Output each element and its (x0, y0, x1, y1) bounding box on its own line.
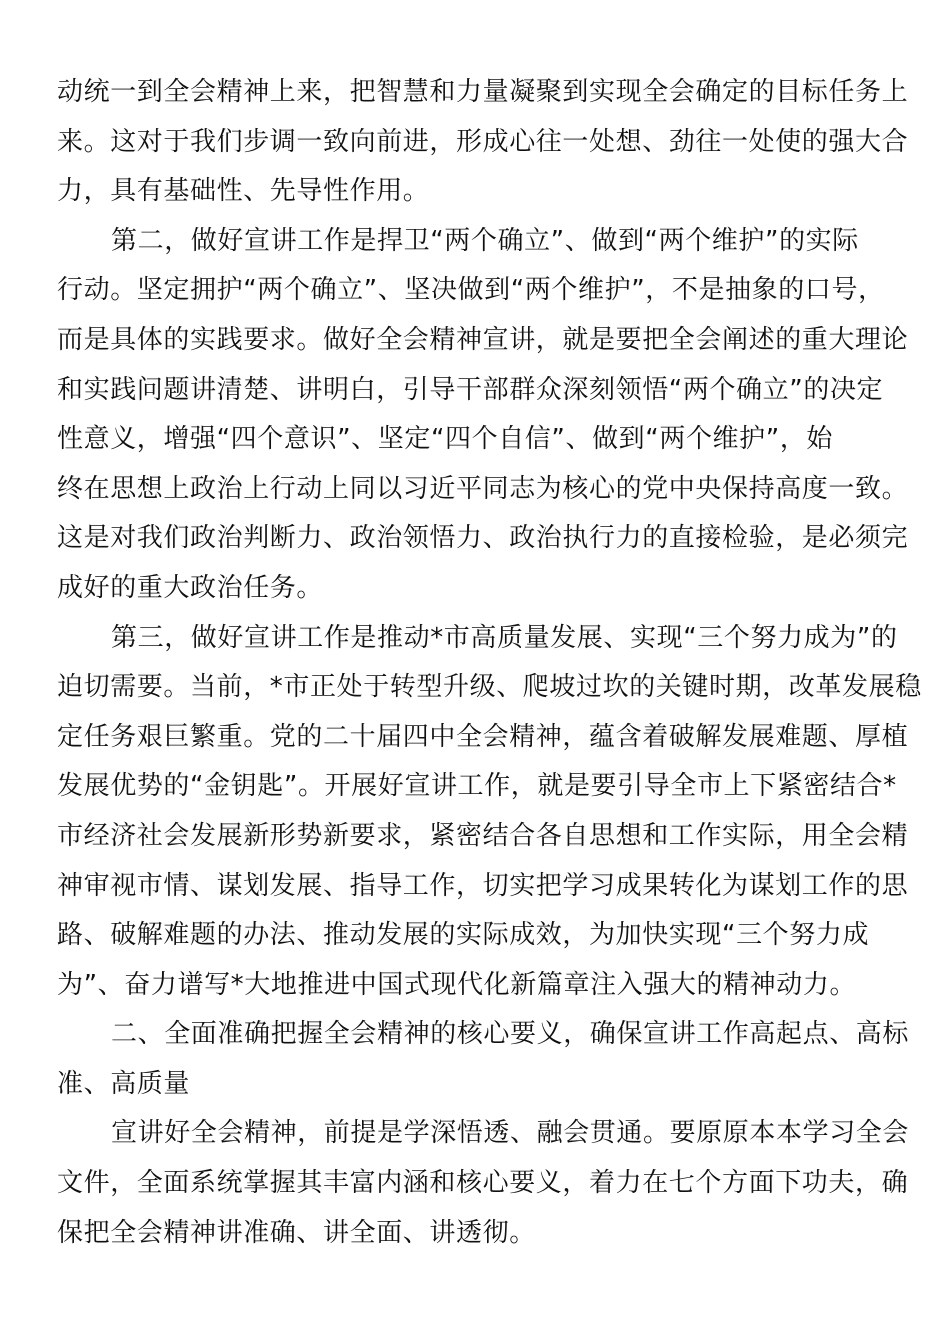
section-heading-two (57, 1010, 937, 1109)
text-line: 行动。坚定拥护“两个确立”、坚决做到“两个维护”，不是抽象的口号， (57, 275, 885, 306)
text-line: 来。这对于我们步调一致向前进，形成心往一处想、劲往一处使的强大合 (57, 126, 909, 157)
text-line: 第三，做好宣讲工作是推动*市高质量发展、实现“三个努力成为”的 (111, 622, 898, 653)
text-line: 成好的重大政治任务。 (57, 572, 324, 603)
text-line: 动统一到全会精神上来，把智慧和力量凝聚到实现全会确定的目标任务上 (57, 77, 909, 107)
text-line: 保把全会精神讲准确、讲全面、讲透彻。 (57, 1217, 536, 1248)
text-line: 终在思想上政治上行动上同以习近平同志为核心的党中央保持高度一致。 (57, 473, 909, 504)
text-line: 发展优势的“金钥匙”。开展好宣讲工作，就是要引导全市上下紧密结合* (57, 771, 897, 802)
paragraph-third-point (57, 614, 937, 1011)
text-line: 文件，全面系统掌握其丰富内涵和核心要义，着力在七个方面下功夫，确 (57, 1168, 909, 1199)
paragraph-continuation (57, 68, 937, 217)
text-line: 和实践问题讲清楚、讲明白，引导干部群众深刻领悟“两个确立”的决定 (57, 374, 884, 405)
text-line: 而是具体的实践要求。做好全会精神宣讲，就是要把全会阐述的重大理论 (57, 324, 909, 355)
text-line: 神审视市情、谋划发展、指导工作，切实把学习成果转化为谋划工作的思 (57, 870, 909, 901)
text-line: 第二，做好宣讲工作是捍卫“两个确立”、做到“两个维护”的实际 (111, 225, 859, 256)
document-body (57, 68, 937, 1258)
text-line: 为”、奋力谱写*大地推进中国式现代化新篇章注入强大的精神动力。 (57, 969, 857, 1000)
text-line: 定任务艰巨繁重。党的二十届四中全会精神，蕴含着破解发展难题、厚植 (57, 721, 909, 752)
text-line: 市经济社会发展新形势新要求，紧密结合各自思想和工作实际，用全会精 (57, 820, 909, 851)
text-line: 迫切需要。当前，*市正处于转型升级、爬坡过坎的关键时期，改革发展稳 (57, 672, 922, 703)
heading-line: 准、高质量 (57, 1068, 191, 1099)
paragraph-section-two-intro (57, 1109, 937, 1258)
text-line: 路、破解难题的办法、推动发展的实际成效，为加快实现“三个努力成 (57, 920, 870, 951)
text-line: 力，具有基础性、先导性作用。 (57, 176, 430, 207)
text-line: 宣讲好全会精神，前提是学深悟透、融会贯通。要原原本本学习全会 (111, 1118, 910, 1149)
heading-line: 二、全面准确把握全会精神的核心要义，确保宣讲工作高起点、高标 (111, 1019, 910, 1050)
text-line: 性意义，增强“四个意识”、坚定“四个自信”、做到“两个维护”，始 (57, 424, 834, 455)
text-line: 这是对我们政治判断力、政治领悟力、政治执行力的直接检验，是必须完 (57, 523, 909, 554)
paragraph-second-point (57, 217, 937, 614)
